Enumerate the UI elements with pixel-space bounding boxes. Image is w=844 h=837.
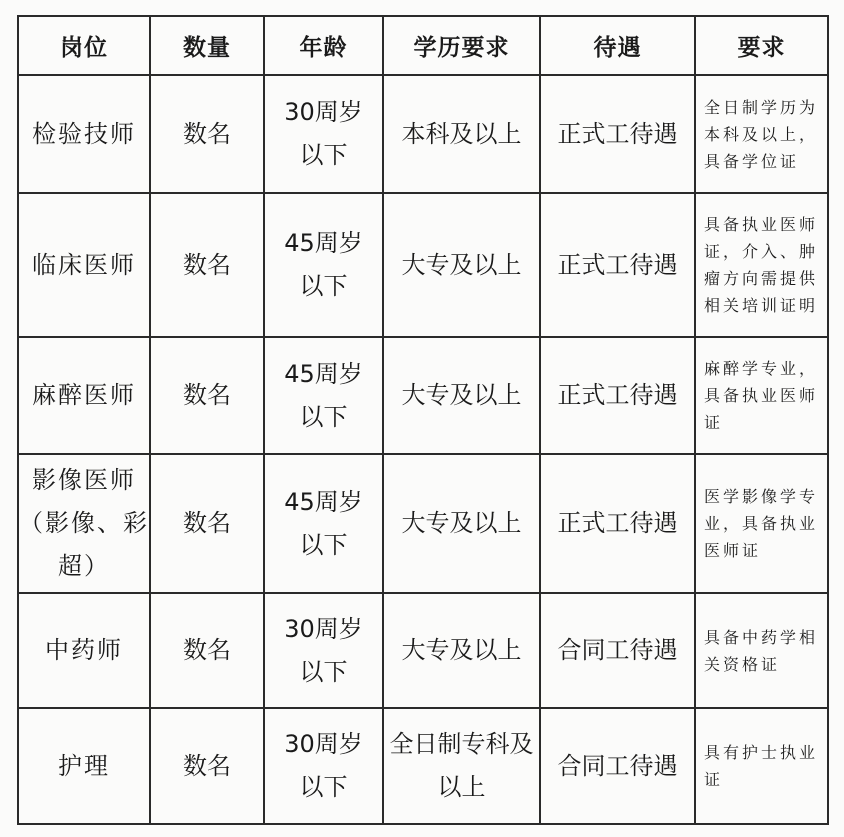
age-value: 30周岁 [284, 730, 363, 758]
cell-education: 大专及以上 [383, 454, 540, 593]
cell-count: 数名 [150, 593, 264, 708]
recruitment-table [17, 15, 829, 825]
table-row [18, 337, 828, 454]
table-row [18, 75, 828, 193]
cell-requirement: 医学影像学专业，具备执业医师证 [695, 454, 828, 593]
cell-treatment: 合同工待遇 [540, 593, 695, 708]
age-value: 30周岁 [284, 614, 363, 643]
header-count: 数量 [150, 16, 264, 75]
table-row [18, 193, 828, 337]
table-header-row [18, 16, 828, 75]
cell-requirement: 具备中药学相关资格证 [695, 593, 828, 708]
cell-education: 本科及以上 [383, 75, 540, 193]
age-suffix: 以下 [299, 272, 348, 300]
cell-position: 护理 [18, 708, 150, 824]
header-requirement: 要求 [695, 16, 828, 75]
age-value: 45周岁 [284, 487, 363, 516]
age-suffix: 以下 [299, 141, 348, 169]
cell-position: 麻醉医师 [18, 337, 150, 454]
header-education: 学历要求 [383, 16, 540, 75]
cell-age [264, 193, 383, 337]
cell-education: 大专及以上 [383, 593, 540, 708]
age-value: 45周岁 [284, 359, 363, 388]
cell-treatment: 正式工待遇 [540, 193, 695, 337]
cell-requirement: 麻醉学专业，具备执业医师证 [695, 337, 828, 454]
cell-education: 大专及以上 [383, 193, 540, 337]
cell-age [264, 593, 383, 708]
table-row [18, 708, 828, 824]
header-age: 年龄 [264, 16, 383, 75]
cell-requirement: 具备执业医师证，介入、肿瘤方向需提供相关培训证明 [695, 193, 828, 337]
age-suffix: 以下 [299, 657, 348, 686]
cell-age [264, 708, 383, 824]
age-suffix: 以下 [299, 402, 348, 431]
cell-count: 数名 [150, 75, 264, 193]
cell-treatment: 正式工待遇 [540, 337, 695, 454]
cell-treatment: 合同工待遇 [540, 708, 695, 824]
header-treatment: 待遇 [540, 16, 695, 75]
age-value: 45周岁 [284, 229, 363, 257]
cell-age [264, 337, 383, 454]
cell-age [264, 454, 383, 593]
cell-count: 数名 [150, 454, 264, 593]
age-suffix: 以下 [299, 530, 348, 559]
cell-treatment: 正式工待遇 [540, 454, 695, 593]
cell-education: 全日制专科及以上 [383, 708, 540, 824]
age-value: 30周岁 [284, 98, 363, 126]
cell-age [264, 75, 383, 193]
table-row [18, 593, 828, 708]
age-suffix: 以下 [299, 773, 348, 801]
header-position: 岗位 [18, 16, 150, 75]
cell-count: 数名 [150, 193, 264, 337]
cell-education: 大专及以上 [383, 337, 540, 454]
cell-position: 中药师 [18, 593, 150, 708]
table-row [18, 454, 828, 593]
cell-count: 数名 [150, 337, 264, 454]
cell-count: 数名 [150, 708, 264, 824]
cell-position: 临床医师 [18, 193, 150, 337]
cell-requirement: 全日制学历为本科及以上，具备学位证 [695, 75, 828, 193]
cell-position: 检验技师 [18, 75, 150, 193]
cell-requirement: 具有护士执业证 [695, 708, 828, 824]
cell-treatment: 正式工待遇 [540, 75, 695, 193]
cell-position: 影像医师（影像、彩超） [18, 454, 150, 593]
